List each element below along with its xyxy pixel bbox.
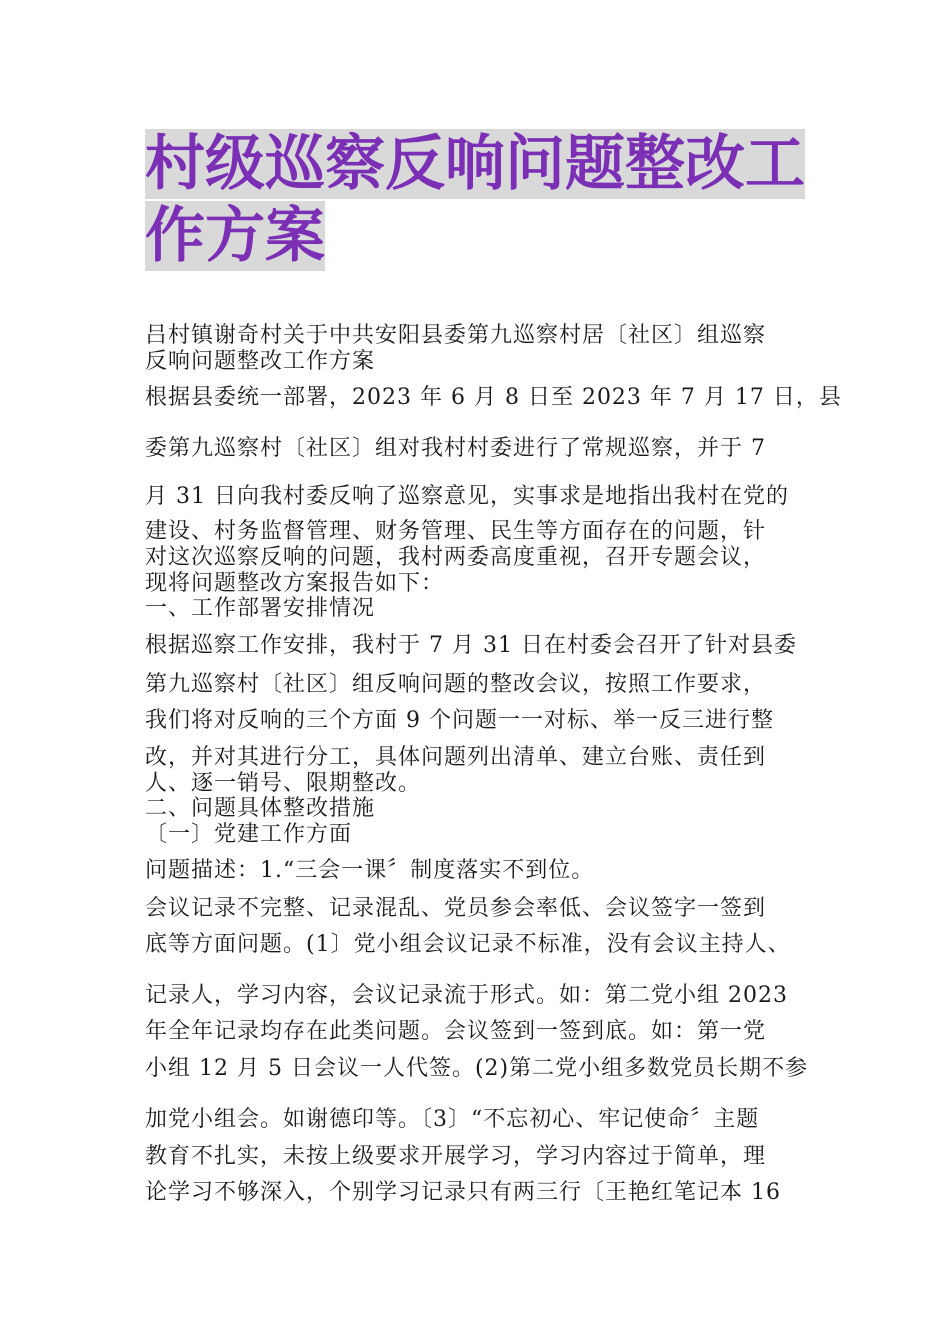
text-line: 吕村镇谢奇村关于中共安阳县委第九巡察村居〔社区〕组巡察 bbox=[145, 323, 767, 348]
text-line: 第九巡察村〔社区〕组反响问题的整改会议，按照工作要求， bbox=[145, 672, 767, 697]
text-line: 加党小组会。如谢德印等。〔3〕“不忘初心、牢记使命〞主题 bbox=[145, 1107, 760, 1132]
text-line: 我们将对反响的三个方面 9 个问题一一对标、举一反三进行整 bbox=[145, 708, 774, 733]
text-line: 教育不扎实，未按上级要求开展学习，学习内容过于简单，理 bbox=[145, 1144, 767, 1169]
text-line: 会议记录不完整、记录混乱、党员参会率低、会议签字一签到 bbox=[145, 896, 767, 921]
text-line: 小组 12 月 5 日会议一人代签。(2)第二党小组多数党员长期不参 bbox=[145, 1056, 809, 1081]
text-line: 改，并对其进行分工，具体问题列出清单、建立台账、责任到 bbox=[145, 745, 767, 770]
text-line: 反响问题整改工作方案 bbox=[145, 349, 376, 374]
text-line: 现将问题整改方案报告如下： bbox=[145, 571, 445, 596]
document-title bbox=[145, 128, 825, 272]
section-heading: 二、问题具体整改措施 bbox=[145, 796, 376, 821]
text-line: 委第九巡察村〔社区〕组对我村村委进行了常规巡察，并于 7 bbox=[145, 436, 766, 461]
text-line: 对这次巡察反响的问题，我村两委高度重视，召开专题会议， bbox=[145, 545, 767, 570]
text-line: 问题描述：1.“三会一课〞制度落实不到位。 bbox=[145, 858, 595, 883]
text-line: 底等方面问题。(1〕党小组会议记录不标准，没有会议主持人、 bbox=[145, 932, 791, 957]
text-line: 根据巡察工作安排，我村于 7 月 31 日在村委会召开了针对县委 bbox=[145, 633, 797, 658]
subsection-heading: 〔一〕党建工作方面 bbox=[145, 822, 353, 847]
text-line: 论学习不够深入，个别学习记录只有两三行〔王艳红笔记本 16 bbox=[145, 1180, 781, 1205]
text-line: 根据县委统一部署，2023 年 6 月 8 日至 2023 年 7 月 17 日，县 bbox=[145, 385, 842, 410]
text-line: 人、逐一销号、限期整改。 bbox=[145, 771, 422, 796]
text-line: 建设、村务监督管理、财务管理、民生等方面存在的问题，针 bbox=[145, 519, 767, 544]
title-line-1: 村级巡察反响问题整改工 bbox=[145, 129, 805, 199]
text-line: 月 31 日向我村委反响了巡察意见，实事求是地指出我村在党的 bbox=[145, 484, 789, 509]
text-line: 记录人，学习内容，会议记录流于形式。如：第二党小组 2023 bbox=[145, 983, 788, 1008]
section-heading: 一、工作部署安排情况 bbox=[145, 596, 376, 621]
text-line: 年全年记录均存在此类问题。会议签到一签到底。如：第一党 bbox=[145, 1019, 767, 1044]
title-line-2: 作方案 bbox=[145, 201, 325, 271]
